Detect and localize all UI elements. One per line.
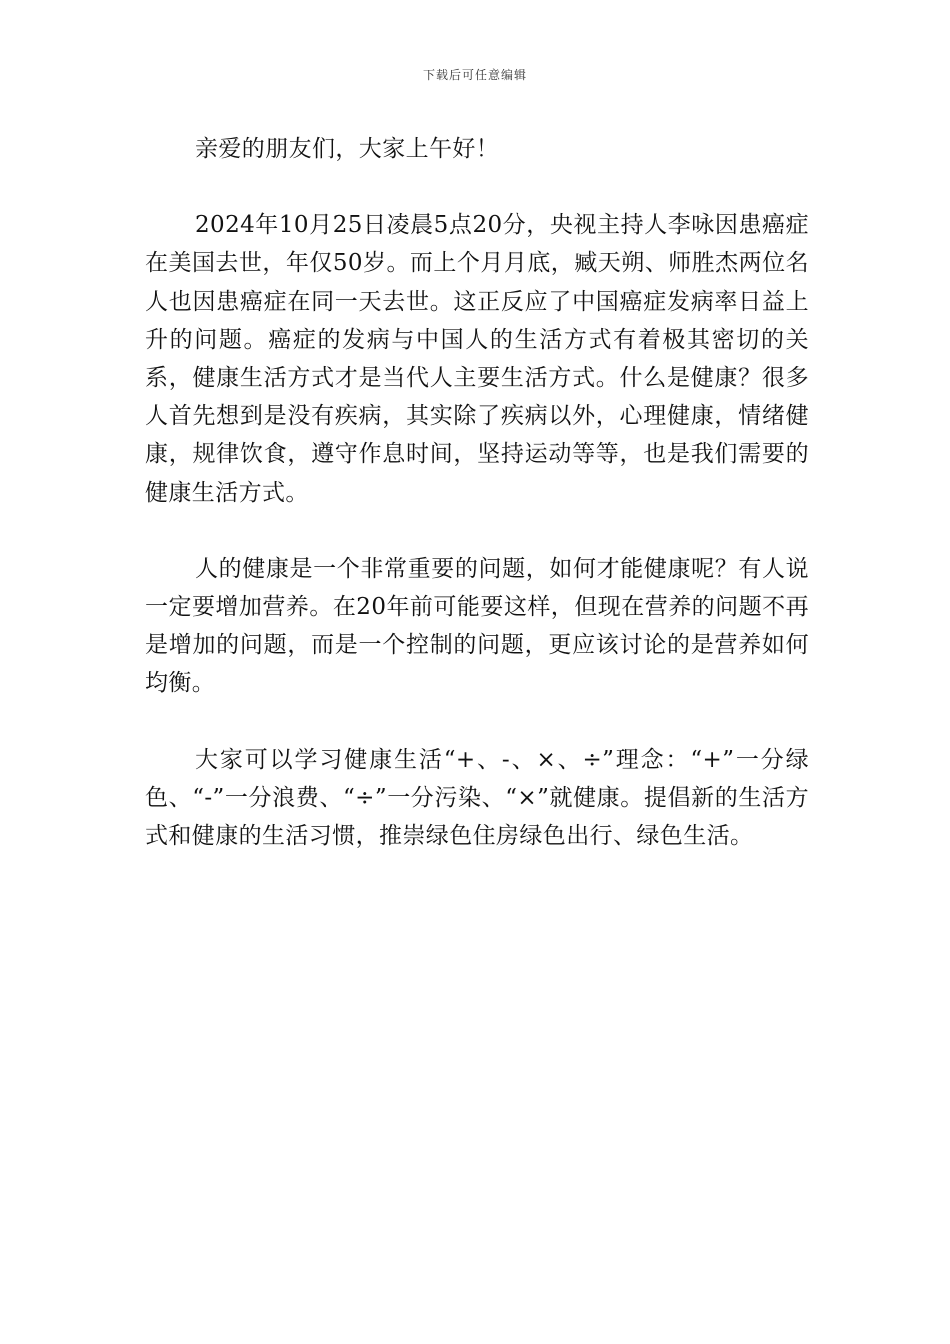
document-body (145, 130, 809, 855)
paragraph-nutrition: 人的健康是一个非常重要的问题，如何才能健康呢？有人说一定要增加营养。在20年前可能要这样，但现在营养的问题不再是增加的问题，而是一个控制的问题，更应该讨论的是营养如何均衡。 (145, 555, 809, 697)
paragraph-greeting: 亲爱的朋友们，大家上午好！ (195, 136, 500, 162)
paragraph-cancer-news: 2024年10月25日凌晨5点20分，央视主持人李咏因患癌症在美国去世，年仅50岁。而上个月月底，臧天朔、师胜杰两位名人也因患癌症在同一天去世。这正反应了中国癌症发病率日益上升的问题。癌症的发病与中国人的生活方式有着极其密切的关系，健康生活方式才是当代人主要生活方式。什么是健康？很多人首先想到是没有疾病，其实除了疾病以外，心理健康，情绪健康，规律饮食，遵守作息时间，坚持运动等等，也是我们需要的健康生活方式。 (145, 212, 809, 506)
page-header-note: 下载后可任意编辑 (422, 68, 527, 82)
paragraph-green-living: 大家可以学习健康生活“+、-、×、÷”理念：“+”一分绿色、“-”一分浪费、“÷”一分污染、“×”就健康。提倡新的生活方式和健康的生活习惯，推崇绿色住房绿色出行、绿色生活。 (145, 746, 809, 850)
